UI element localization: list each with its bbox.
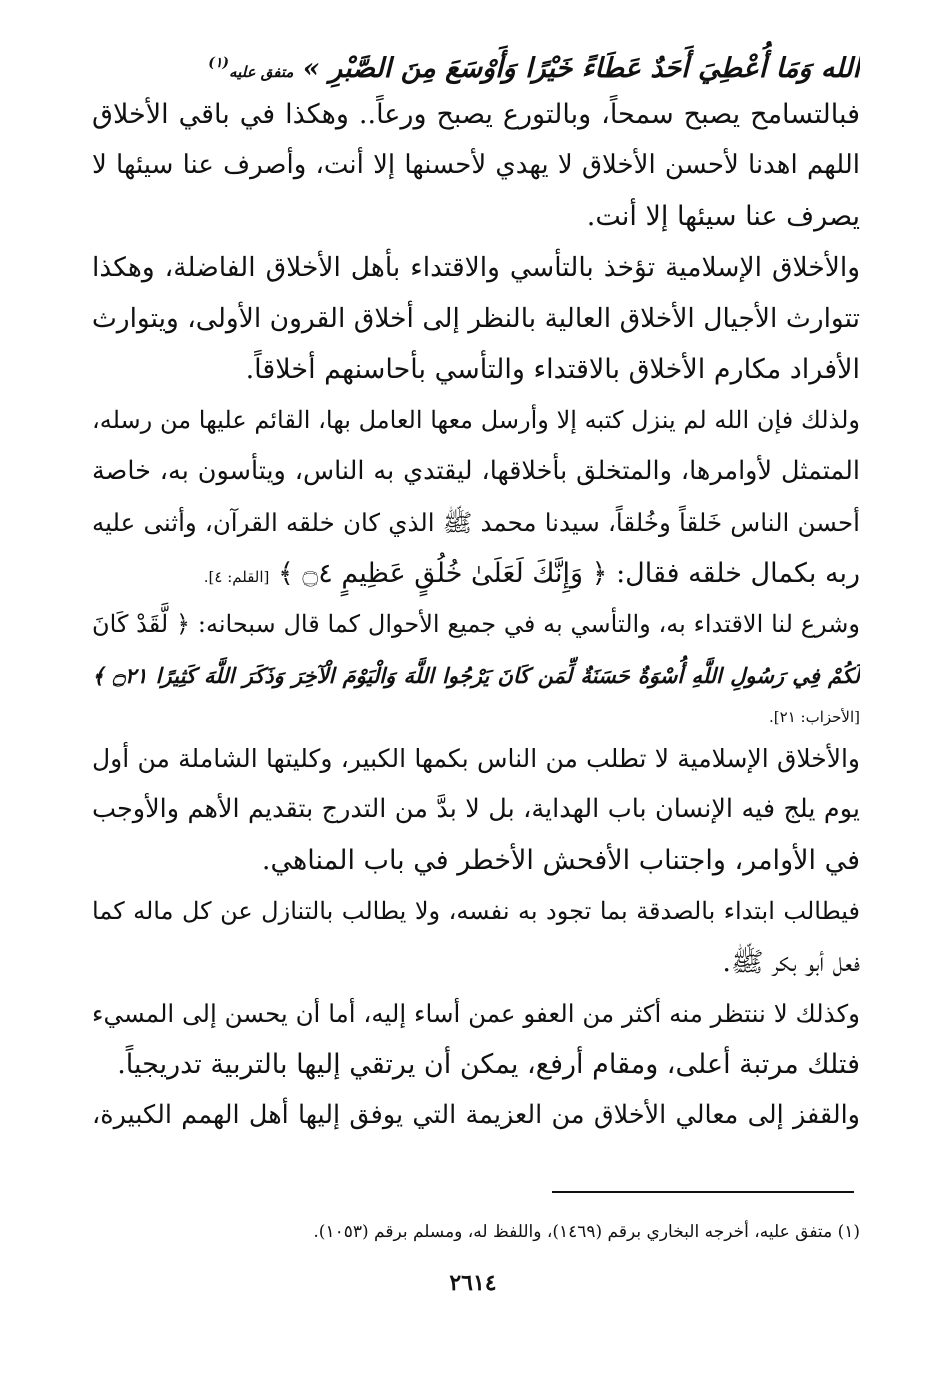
hadith-note: متفق عليه	[229, 63, 294, 81]
page-number: ٢٦١٤	[449, 1270, 497, 1296]
footnote-reference: (١)	[208, 55, 230, 71]
paragraph-line: في الأوامر، واجتناب الأفحش الأخطر في باب المناهي.	[261, 845, 860, 876]
verse-citation: [القلم: ٤].	[203, 568, 270, 586]
paragraph-line: أحسن الناس خَلقاً وخُلقاً، سيدنا محمد ﷺ الذي كان خلقه القرآن، وأثنى عليه	[92, 508, 860, 537]
paragraph-line: والأخلاق الإسلامية لا تطلب من الناس بكمها الكبير، وكليتها الشاملة من أول	[92, 744, 860, 773]
paragraph-line: يصرف عنا سيئها إلا أنت.	[586, 201, 860, 232]
paragraph-line: وكذلك لا ننتظر منه أكثر من العفو عمن أساء إليه، أما أن يحسن إلى المسيء	[92, 999, 860, 1028]
paragraph-line: تتوارث الأجيال الأخلاق العالية بالنظر إلى أخلاق القرون الأولى، ويتوارث	[92, 303, 860, 334]
paragraph-line: والأخلاق الإسلامية تؤخذ بالتأسي والاقتداء بأهل الأخلاق الفاضلة، وهكذا	[92, 252, 860, 283]
main-text	[92, 38, 860, 1141]
quran-verse-line	[92, 548, 860, 599]
paragraph-line: فتلك مرتبة أعلى، ومقام أرفع، يمكن أن يرتقي إليها بالتربية تدريجياً.	[117, 1049, 860, 1080]
hadith-line	[92, 38, 860, 89]
paragraph-line: والقفز إلى معالي الأخلاق من العزيمة التي يوفق إليها أهل الهمم الكبيرة،	[92, 1100, 860, 1130]
hadith-text: الله وَمَا أُعْطِيَ أَحَدٌ عَطَاءً خَيْرًا وَأَوْسَعَ مِنَ الصَّبْرِ »	[302, 53, 860, 84]
paragraph-line: يوم يلج فيه الإنسان باب الهداية، بل لا بدَّ من التدرج بتقديم الأهم والأوجب	[92, 794, 860, 824]
paragraph-line: فيطالب ابتداء بالصدقة بما تجود به نفسه، ولا يطالب بالتنازل عن كل ماله كما	[92, 897, 860, 925]
paragraph-line: المتمثل لأوامرها، والمتخلق بأخلاقها، ليقتدي به الناس، ويتأسون به، خاصة	[92, 456, 860, 486]
verse-text: ربه بكمال خلقه فقال: ﴿ وَإِنَّكَ لَعَلَىٰ خُلُقٍ عَظِيمٍ ۝٤ ﴾	[278, 558, 860, 589]
paragraph-line: فبالتسامح يصبح سمحاً، وبالتورع يصبح ورعاً.. وهكذا في باقي الأخلاق	[92, 99, 860, 130]
paragraph-line: اللهم اهدنا لأحسن الأخلاق لا يهدي لأحسنها إلا أنت، وأصرف عنا سيئها لا	[92, 150, 860, 180]
footnote-divider	[552, 1191, 854, 1193]
paragraph-line: وشرع لنا الاقتداء به، والتأسي به في جميع الأحوال كما قال سبحانه: ﴿ لَّقَدْ كَانَ	[92, 610, 860, 638]
paragraph-line: الأفراد مكارم الأخلاق بالاقتداء والتأسي بأحاسنهم أخلاقاً.	[245, 354, 860, 385]
paragraph-line: ولذلك فإن الله لم ينزل كتبه إلا وأرسل معها العامل بها، القائم عليها من رسله،	[92, 406, 860, 434]
footnote: (١) متفق عليه، أخرجه البخاري برقم (١٤٦٩)، واللفظ له، ومسلم برقم (١٠٥٣).	[313, 1222, 860, 1242]
quran-verse-line: لَكُمْ فِي رَسُولِ اللَّهِ أُسْوَةٌ حَسَنَةٌ لِّمَن كَانَ يَرْجُوا اللَّهَ وَالْيَوْمَ الْآخِرَ وَذَكَرَ اللَّهَ كَثِيرًا ۝٢١ ﴾	[92, 663, 860, 688]
verse-citation: [الأحزاب: ٢١].	[769, 708, 860, 726]
paragraph-line: فعل أبو بكر ﷺ.	[722, 947, 860, 978]
